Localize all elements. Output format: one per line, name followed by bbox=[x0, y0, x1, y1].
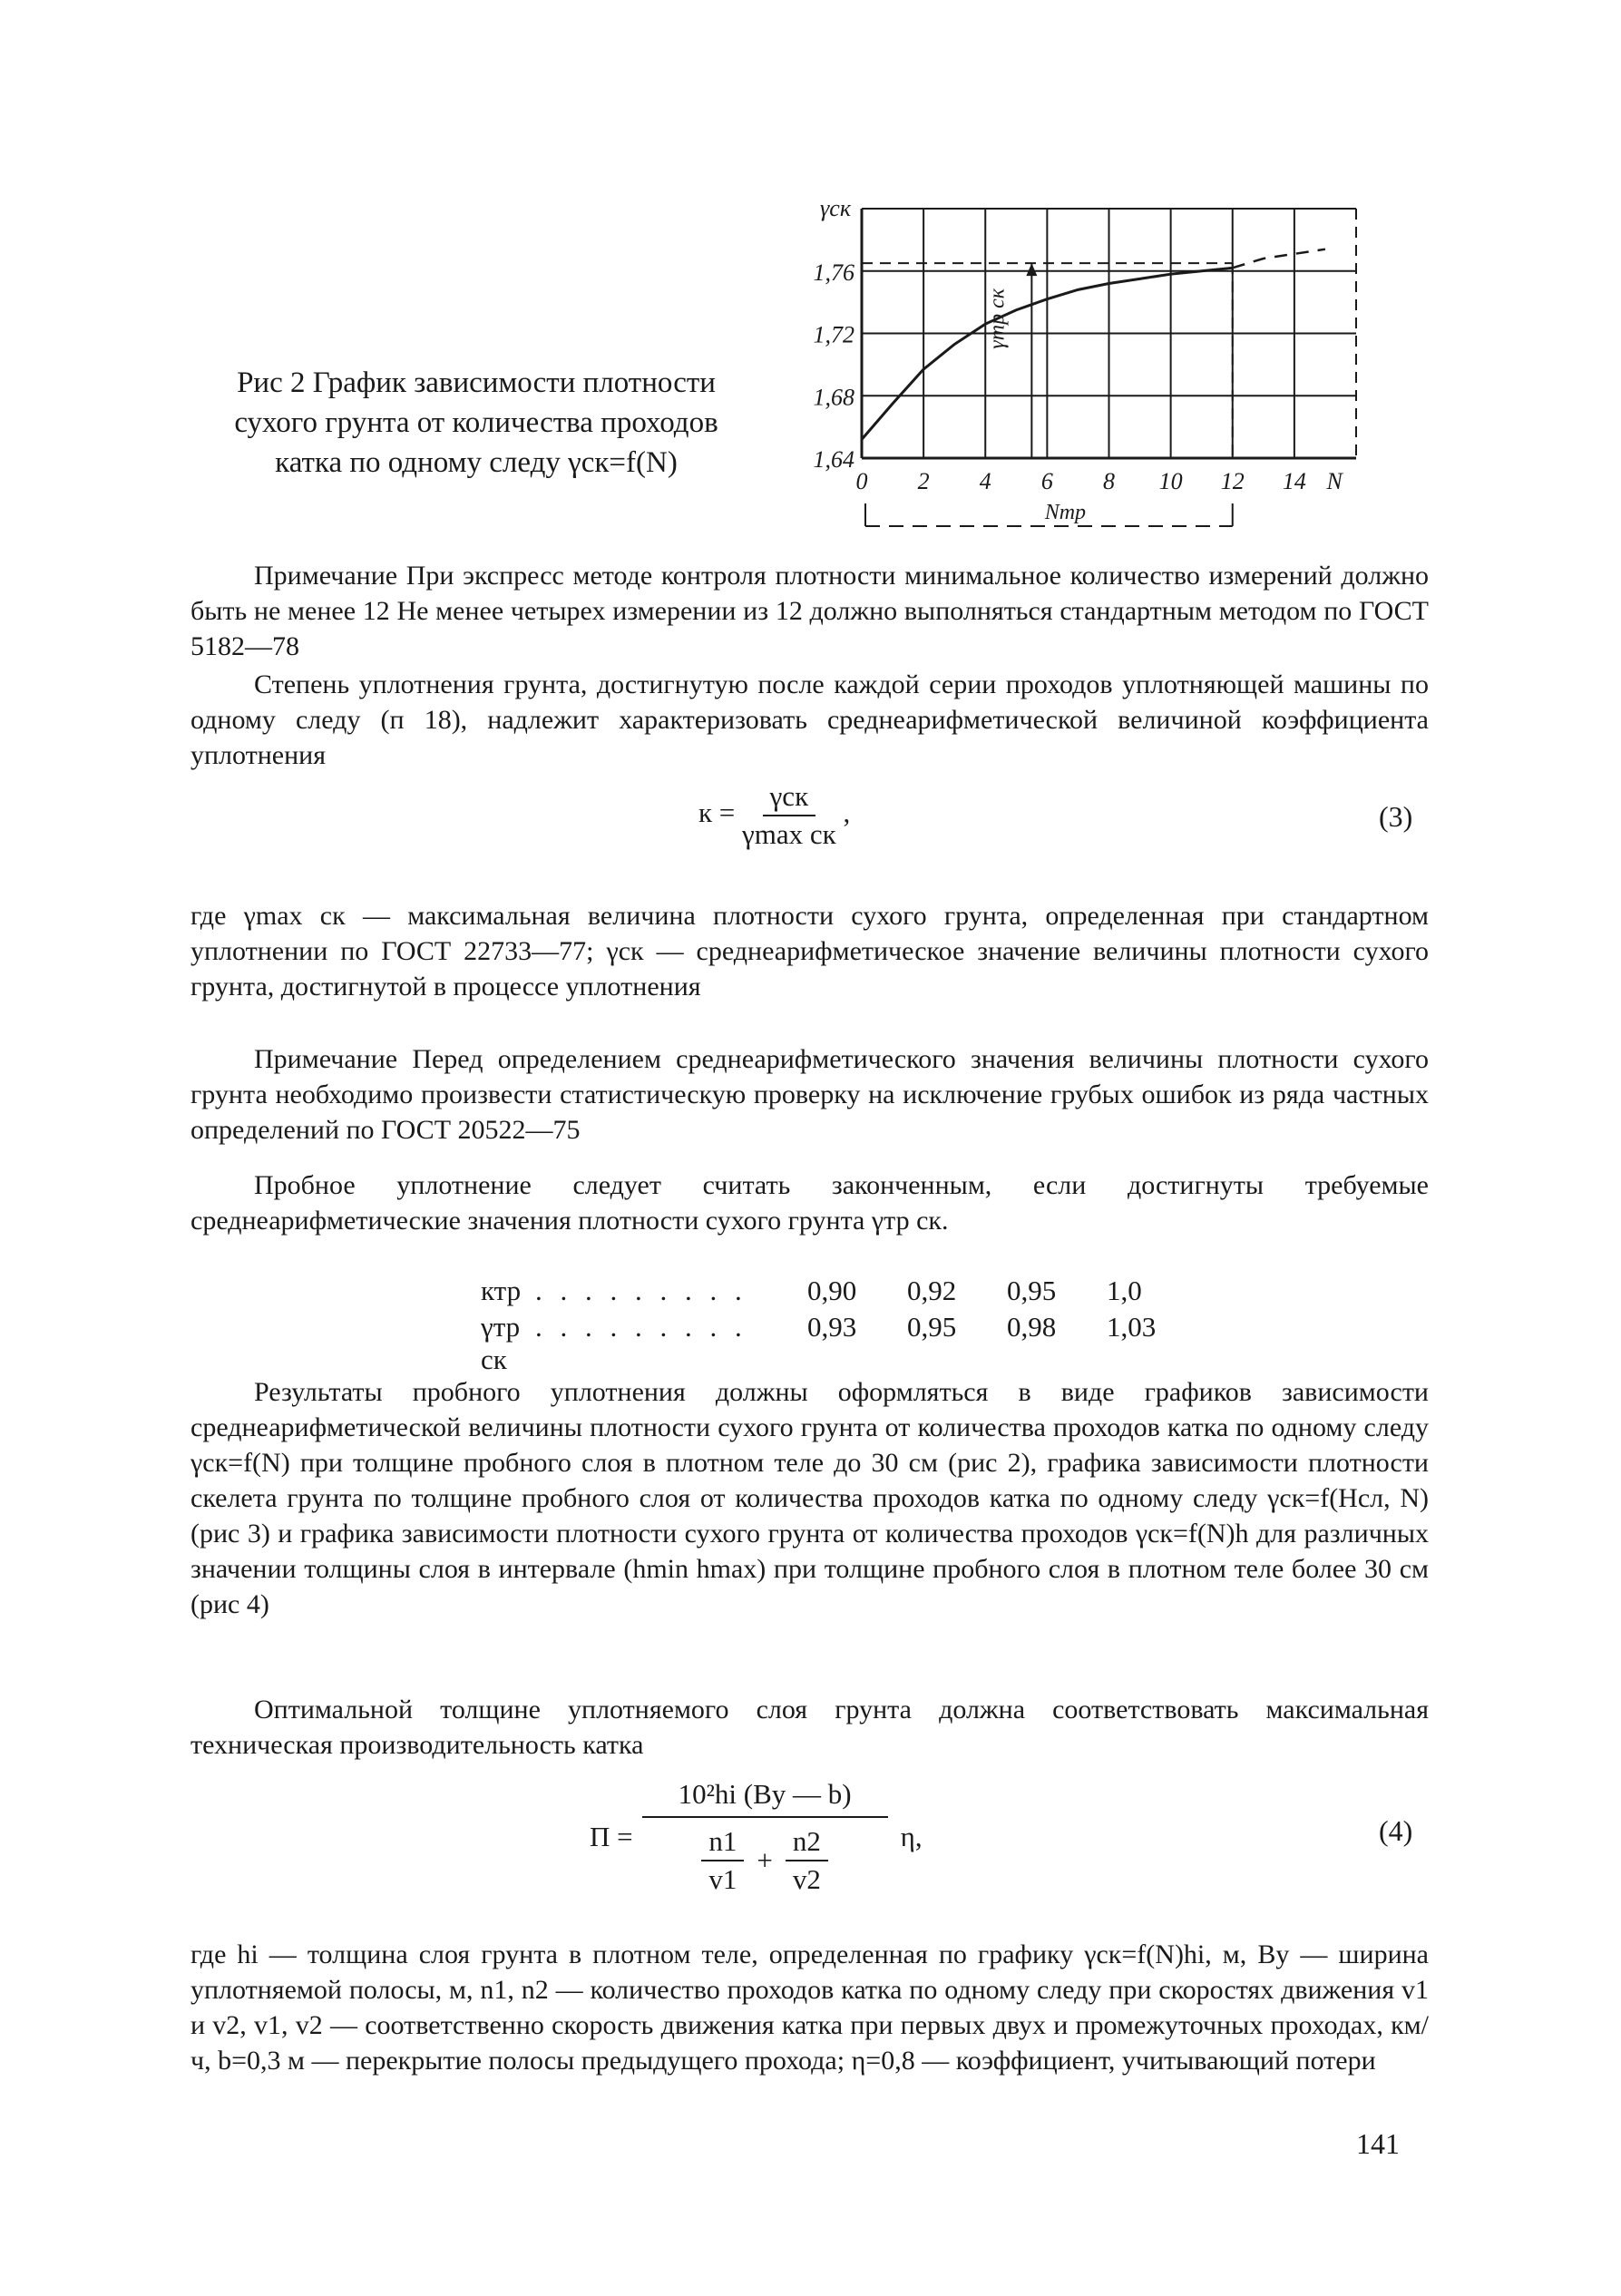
formula-4-v1: v1 bbox=[708, 1863, 737, 1895]
formula-4-n1: n1 bbox=[701, 1825, 744, 1861]
table-row bbox=[481, 1311, 1206, 1375]
equation-number-3: (3) bbox=[1379, 800, 1413, 833]
formula-4-lhs: П = bbox=[590, 1821, 633, 1852]
formula-4-term-1 bbox=[701, 1825, 744, 1896]
caption-line-3: катка по одному следу γск=f(N) bbox=[275, 446, 678, 479]
y-tick-label: 1,72 bbox=[813, 321, 854, 348]
x-tick-label: 6 bbox=[1040, 468, 1053, 494]
x-tick-label: 8 bbox=[1103, 468, 1115, 494]
table-dots: . . . . . . . . . bbox=[535, 1275, 747, 1306]
y-tick-label: 1,68 bbox=[813, 384, 854, 411]
table-cell: 1,03 bbox=[1107, 1311, 1157, 1343]
paragraph-6 bbox=[190, 1937, 1429, 2078]
formula-3-lhs: к = bbox=[698, 796, 736, 829]
paragraph-5 bbox=[190, 1692, 1429, 1763]
paragraph-5-text: Оптимальной толщине уплотняемого слоя грунта должна соответствовать максимальная техническая производительность катка bbox=[190, 1695, 1429, 1760]
table-cell: 0,92 bbox=[907, 1275, 957, 1306]
paragraph-6-text: где hi — толщина слоя грунта в плотном теле, определенная по графику γск=f(N)hi, м, Bу — ширина уплотняемой полосы, м, n1, n2 — количество проходов катка по одному следу при скоростях движения v1 и v2, v1, v2 — соответственно скорость движения катка при первых двух и промежуточных проходах, км/ч, b=0,3 м — перекрытие полосы предыдущего прохода; η=0,8 — коэффициент, учитывающий потери bbox=[190, 1939, 1429, 2076]
y-axis-label: γск bbox=[820, 195, 851, 221]
paragraph-4-text: Результаты пробного уплотнения должны оформляться в виде графиков зависимости среднеарифметической величины плотности сухого грунта от количества проходов катка по одному следу γск=f(N) при толщине пробного слоя в плотном теле до 30 см (рис 2), графика зависимости плотности скелета грунта по толщине пробного слоя от количества проходов катка по одному следу γск=f(Hсл, N) (рис 3) и графика зависимости плотности сухого грунта от количества проходов γск=f(N)h для различных значении толщины слоя в интервале (hmin hmax) при толщине пробного слоя в плотном теле более 30 см (рис 4) bbox=[190, 1377, 1429, 1619]
ytr-label: γтр ск bbox=[985, 288, 1010, 349]
formula-3: к = $\frac{\text{γск}}{\text{γmax ск}}$ , bbox=[698, 780, 851, 850]
table-cell: 0,95 bbox=[1007, 1275, 1057, 1306]
formula-4-tail: η, bbox=[900, 1821, 923, 1852]
paragraph-3-text: Пробное уплотнение следует считать законченным, если достигнуты требуемые среднеарифметические значения плотности сухого грунта γтр ск. bbox=[190, 1170, 1429, 1236]
table-cell: 0,95 bbox=[907, 1311, 957, 1343]
caption-line-1: Рис 2 График зависимости плотности bbox=[237, 366, 716, 399]
note-1-text: Примечание При экспресс методе контроля плотности минимальное количество измерений должно быть не менее 12 Не менее четырех измерении из 12 должно выполняться стандартным методом по ГОСТ 5182—78 bbox=[190, 561, 1429, 661]
formula-4-v2: v2 bbox=[792, 1863, 821, 1895]
x-tick-label: 12 bbox=[1220, 468, 1245, 494]
x-tick-label: 2 bbox=[917, 468, 930, 494]
equation-number-4: (4) bbox=[1379, 1814, 1413, 1847]
x-tick-label: 0 bbox=[855, 468, 868, 494]
chart-ticks bbox=[814, 195, 1344, 494]
formula-4-fraction bbox=[642, 1778, 888, 1896]
chart-grid bbox=[862, 209, 1356, 458]
caption-line-2: сухого грунта от количества проходов bbox=[234, 406, 718, 439]
table-row bbox=[481, 1275, 1206, 1311]
paragraph-2-text: где γmax ск — максимальная величина плотности сухого грунта, определенная при стандартном уплотнении по ГОСТ 22733—77; γск — среднеарифметическое значение величины плотности сухого грунта, достигнутой в процессе уплотнения bbox=[190, 901, 1429, 1001]
ntr-label: Nтр bbox=[1044, 501, 1087, 524]
table-dots: . . . . . . . . . bbox=[535, 1311, 747, 1343]
x-axis-label: N bbox=[1326, 468, 1343, 494]
paragraph-3 bbox=[190, 1168, 1429, 1238]
chart-series bbox=[862, 249, 1325, 440]
paragraph-1-text: Степень уплотнения грунта, достигнутую после каждой серии проходов уплотняющей машины по одному следу (п 18), надлежит характеризовать среднеарифметической величиной коэффициента уплотнения bbox=[190, 669, 1429, 770]
note-2 bbox=[190, 1041, 1429, 1148]
ytr-arrowhead bbox=[1026, 263, 1037, 276]
table-cell: 0,93 bbox=[807, 1311, 857, 1343]
density-curve-extrapolation bbox=[1233, 249, 1325, 269]
density-chart bbox=[798, 186, 1397, 544]
y-tick-label: 1,76 bbox=[813, 259, 854, 286]
formula-3-fraction bbox=[742, 780, 836, 851]
paragraph-1 bbox=[190, 667, 1429, 773]
x-tick-label: 10 bbox=[1158, 468, 1183, 494]
paragraph-2 bbox=[190, 898, 1429, 1004]
x-tick-label: 4 bbox=[979, 468, 991, 494]
x-tick-label: 14 bbox=[1282, 468, 1306, 494]
formula-4-denominator bbox=[701, 1818, 827, 1896]
table-cell: 1,0 bbox=[1107, 1275, 1142, 1306]
table-cell: 0,98 bbox=[1007, 1311, 1057, 1343]
figure-caption bbox=[186, 363, 767, 483]
note-1 bbox=[190, 558, 1429, 664]
table-row-label: γтр ск bbox=[481, 1311, 521, 1375]
table-row-label: ктр bbox=[481, 1275, 522, 1306]
formula-4 bbox=[590, 1778, 923, 1896]
table-cell: 0,90 bbox=[807, 1275, 857, 1306]
note-2-text: Примечание Перед определением среднеарифметического значения величины плотности сухого грунта необходимо произвести статистическую проверку на исключение грубых ошибок из ряда частных определений по ГОСТ 20522—75 bbox=[190, 1044, 1429, 1145]
y-tick-label: 1,64 bbox=[813, 446, 854, 473]
coefficient-table bbox=[481, 1275, 1206, 1375]
formula-4-plus: + bbox=[757, 1844, 773, 1876]
page-number: 141 bbox=[1356, 2127, 1400, 2160]
formula-4-term-2 bbox=[786, 1825, 828, 1896]
formula-3-numerator: γск bbox=[763, 780, 816, 816]
formula-4-numerator: 10²hi (Bу — b) bbox=[642, 1778, 888, 1818]
formula-3-denominator: γmax ск bbox=[742, 818, 836, 850]
paragraph-4 bbox=[190, 1374, 1429, 1622]
formula-4-n2: n2 bbox=[786, 1825, 828, 1861]
